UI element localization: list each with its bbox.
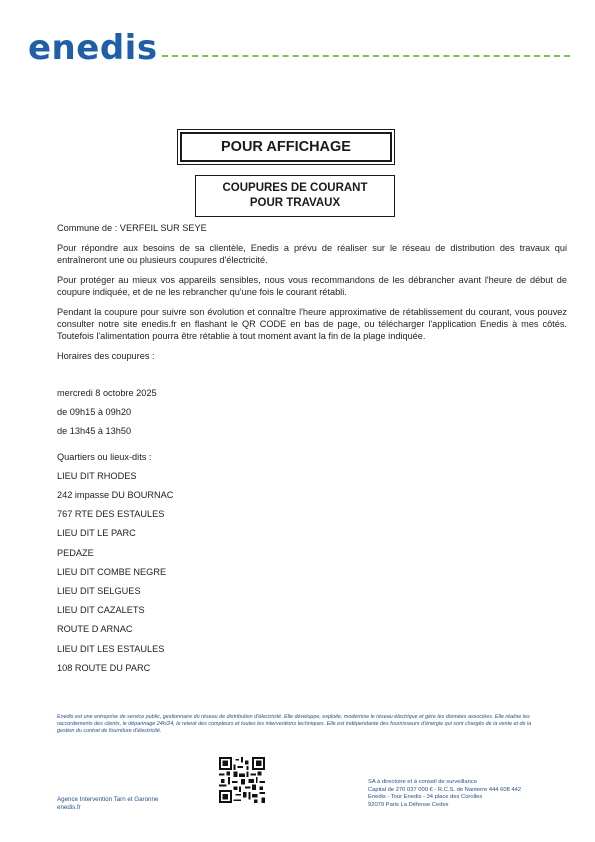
place-item: LIEU DIT COMBE NEGRE <box>57 566 167 577</box>
website-link[interactable]: enedis.fr <box>57 804 81 811</box>
company-capital: Capital de 270 037 000 € - R.C.S. de Nanterre 444 608 442 <box>368 786 522 793</box>
place-item: LIEU DIT SELGUES <box>57 586 141 597</box>
place-item: LIEU DIT RHODES <box>57 470 137 481</box>
place-item: LIEU DIT LE PARC <box>57 528 136 539</box>
legal-disclaimer: Enedis est une entreprise de service public, gestionnaire du réseau de distribution d'électricité. Elle développe, exploite, modernise le réseau électrique et gère les données associées. Elle réalise les raccordements des clients, le dépannage 24h/24, le relevé des compteurs et toutes les interventions techniques. Elle est indépendante des fournisseurs d'énergie qui sont chargés de la vente et de la gestion du contrat de fourniture d'électricité. <box>57 714 532 734</box>
subtitle-line-2: POUR TRAVAUX <box>249 197 341 209</box>
place-item: PEDAZE <box>57 547 94 558</box>
poster-title: POUR AFFICHAGE <box>221 139 351 155</box>
place-item: LIEU DIT CAZALETS <box>57 605 145 616</box>
commune-line: Commune de : VERFEIL SUR SEYE <box>57 223 207 233</box>
company-legal-form: SA à directoire et à conseil de surveillance <box>368 779 477 785</box>
qr-code-icon[interactable] <box>219 757 265 803</box>
outage-date: mercredi 8 octobre 2025 <box>57 388 157 398</box>
company-info-block <box>368 779 548 809</box>
place-item: 767 RTE DES ESTAULES <box>57 509 165 520</box>
enedis-logo: enedis <box>28 28 158 68</box>
schedule-block <box>57 388 567 438</box>
outage-slot-2: de 13h45 à 13h50 <box>57 426 132 437</box>
agency-name: Agence Intervention Tarn et Garonne <box>57 796 159 803</box>
company-address: Enedis - Tour Enedis - 34 place des Corolles <box>368 794 483 801</box>
poster-title-box <box>180 132 392 162</box>
subtitle-line-1: COUPURES DE COURANT <box>222 182 368 194</box>
places-block <box>57 452 567 674</box>
notice-body <box>57 222 567 682</box>
place-item: ROUTE D ARNAC <box>57 624 133 635</box>
header-divider-line <box>162 55 570 57</box>
hours-label: Horaires des coupures : <box>57 351 155 361</box>
place-item: 242 impasse DU BOURNAC <box>57 490 174 501</box>
place-item: LIEU DIT LES ESTAULES <box>57 643 165 654</box>
places-label: Quartiers ou lieux-dits : <box>57 451 152 462</box>
paragraph-tracking: Pendant la coupure pour suivre son évolution et connaître l'heure approximative de rétablissement du courant, vous pouvez consulter notre site enedis.fr en flashant le QR CODE en bas de page, ou télécharger l'application Enedis à mes côtés. Toutefois l'alimentation pourra être rétablie à tout moment avant la fin de la plage indiquée. <box>57 307 567 341</box>
outage-slot-1: de 09h15 à 09h20 <box>57 407 132 418</box>
place-item: 108 ROUTE DU PARC <box>57 662 151 673</box>
notice-subtitle-box <box>195 175 395 217</box>
company-city: 92079 Paris La Défense Cedex <box>368 801 449 808</box>
paragraph-protection: Pour protéger au mieux vos appareils sensibles, nous vous recommandons de les débrancher avant l'heure de début de coupure indiquée, et de ne les rebrancher qu'une fois le courant rétabli. <box>57 275 567 297</box>
agency-block <box>57 796 158 812</box>
paragraph-intro: Pour répondre aux besoins de sa clientèle, Enedis a prévu de réaliser sur le réseau de distribution des travaux qui entraîneront une ou plusieurs coupures d'électricité. <box>57 243 567 265</box>
